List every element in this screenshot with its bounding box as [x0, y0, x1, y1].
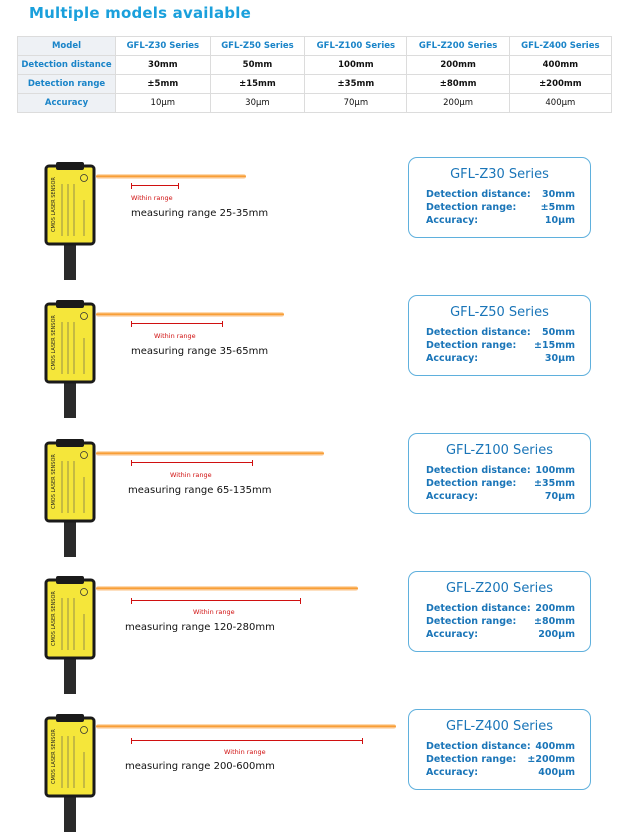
sensor-label: CMOS LASER SENSOR	[51, 177, 57, 232]
card-title: GFL-Z100 Series	[445, 443, 554, 458]
card-value: 30μm	[544, 353, 575, 364]
card-label: Detection range:	[426, 754, 517, 765]
laser-beam	[96, 174, 246, 179]
laser-beam	[96, 312, 284, 317]
card-label: Detection range:	[426, 478, 517, 489]
measuring-range-text: measuring range 120-280mm	[125, 622, 275, 633]
model-row-z200	[0, 564, 627, 694]
model-row-z400	[0, 702, 627, 832]
spec-card	[408, 571, 591, 652]
card-value: 10μm	[544, 215, 575, 226]
model-row-z30	[0, 150, 627, 280]
page-title: Multiple models available	[29, 4, 251, 22]
card-value: 200μm	[538, 629, 575, 640]
range-bar	[131, 183, 179, 189]
table-row-label: Detection distance	[18, 56, 116, 75]
table-cell: ±200mm	[509, 75, 611, 94]
card-value: 100mm	[535, 465, 575, 476]
laser-sensor-image	[44, 712, 96, 832]
card-label: Detection distance:	[426, 327, 531, 338]
card-label: Detection distance:	[426, 465, 531, 476]
card-value: ±15mm	[534, 340, 575, 351]
table-cell: 10μm	[116, 94, 211, 113]
laser-sensor-image	[44, 437, 96, 557]
table-cell: ±35mm	[305, 75, 407, 94]
measuring-range-text: measuring range 35-65mm	[131, 346, 269, 357]
table-cell: 50mm	[210, 56, 305, 75]
table-header-cell: GFL-Z400 Series	[509, 37, 611, 56]
card-value: ±80mm	[534, 616, 575, 627]
table-cell: 400μm	[509, 94, 611, 113]
laser-beam	[96, 451, 324, 456]
range-bar	[131, 738, 363, 744]
table-row	[18, 56, 612, 75]
table-row-label: Detection range	[18, 75, 116, 94]
measuring-range-text: measuring range 65-135mm	[128, 485, 272, 496]
card-value: ±5mm	[540, 202, 575, 213]
card-label: Accuracy:	[426, 491, 479, 502]
table-cell: ±15mm	[210, 75, 305, 94]
measuring-range-text: measuring range 200-600mm	[125, 761, 275, 772]
card-title: GFL-Z50 Series	[450, 305, 549, 320]
card-label: Accuracy:	[426, 629, 479, 640]
table-header-cell: GFL-Z50 Series	[210, 37, 305, 56]
model-row-z50	[0, 288, 627, 418]
laser-beam	[96, 586, 358, 591]
table-row-label: Model	[18, 37, 116, 56]
table-cell: 30μm	[210, 94, 305, 113]
spec-table	[17, 36, 612, 113]
table-header-row	[18, 37, 612, 56]
laser-sensor-image	[44, 574, 96, 694]
card-label: Accuracy:	[426, 215, 479, 226]
table-header-cell: GFL-Z100 Series	[305, 37, 407, 56]
table-header-cell: GFL-Z30 Series	[116, 37, 211, 56]
card-label: Detection range:	[426, 340, 517, 351]
measuring-range-text: measuring range 25-35mm	[131, 208, 269, 219]
within-range-label: Within range	[224, 748, 266, 756]
card-title: GFL-Z30 Series	[450, 167, 549, 182]
table-cell: 400mm	[509, 56, 611, 75]
sensor-label: CMOS LASER SENSOR	[51, 315, 57, 370]
within-range-label: Within range	[170, 471, 212, 479]
laser-sensor-image	[44, 160, 96, 280]
card-title: GFL-Z200 Series	[445, 581, 554, 596]
spec-card	[408, 709, 591, 790]
card-title: GFL-Z400 Series	[445, 719, 554, 734]
within-range-label: Within range	[193, 608, 235, 616]
card-value: ±35mm	[534, 478, 575, 489]
card-value: 200mm	[535, 603, 575, 614]
table-row-label: Accuracy	[18, 94, 116, 113]
card-label: Detection distance:	[426, 741, 531, 752]
card-label: Accuracy:	[426, 353, 479, 364]
card-value: 30mm	[541, 189, 575, 200]
card-label: Detection range:	[426, 616, 517, 627]
table-cell: ±80mm	[407, 75, 509, 94]
card-label: Accuracy:	[426, 767, 479, 778]
card-value: 400μm	[538, 767, 575, 778]
range-bar	[131, 598, 301, 604]
card-label: Detection distance:	[426, 603, 531, 614]
range-bar	[131, 460, 253, 466]
spec-card	[408, 295, 591, 376]
within-range-label: Within range	[154, 332, 196, 340]
table-row	[18, 75, 612, 94]
card-value: 400mm	[535, 741, 575, 752]
table-cell: ±5mm	[116, 75, 211, 94]
card-label: Detection distance:	[426, 189, 531, 200]
spec-card	[408, 433, 591, 514]
card-value: 70μm	[544, 491, 575, 502]
range-bar	[131, 321, 223, 327]
sensor-label: CMOS LASER SENSOR	[51, 454, 57, 509]
model-row-z100	[0, 427, 627, 557]
sensor-label: CMOS LASER SENSOR	[51, 591, 57, 646]
spec-card	[408, 157, 591, 238]
table-cell: 200mm	[407, 56, 509, 75]
within-range-label: Within range	[131, 194, 173, 202]
table-cell: 70μm	[305, 94, 407, 113]
card-value: ±200mm	[527, 754, 575, 765]
table-cell: 200μm	[407, 94, 509, 113]
table-header-cell: GFL-Z200 Series	[407, 37, 509, 56]
table-row	[18, 94, 612, 113]
card-value: 50mm	[541, 327, 575, 338]
table-cell: 30mm	[116, 56, 211, 75]
card-label: Detection range:	[426, 202, 517, 213]
laser-beam	[96, 724, 396, 729]
sensor-label: CMOS LASER SENSOR	[51, 729, 57, 784]
laser-sensor-image	[44, 298, 96, 418]
table-cell: 100mm	[305, 56, 407, 75]
